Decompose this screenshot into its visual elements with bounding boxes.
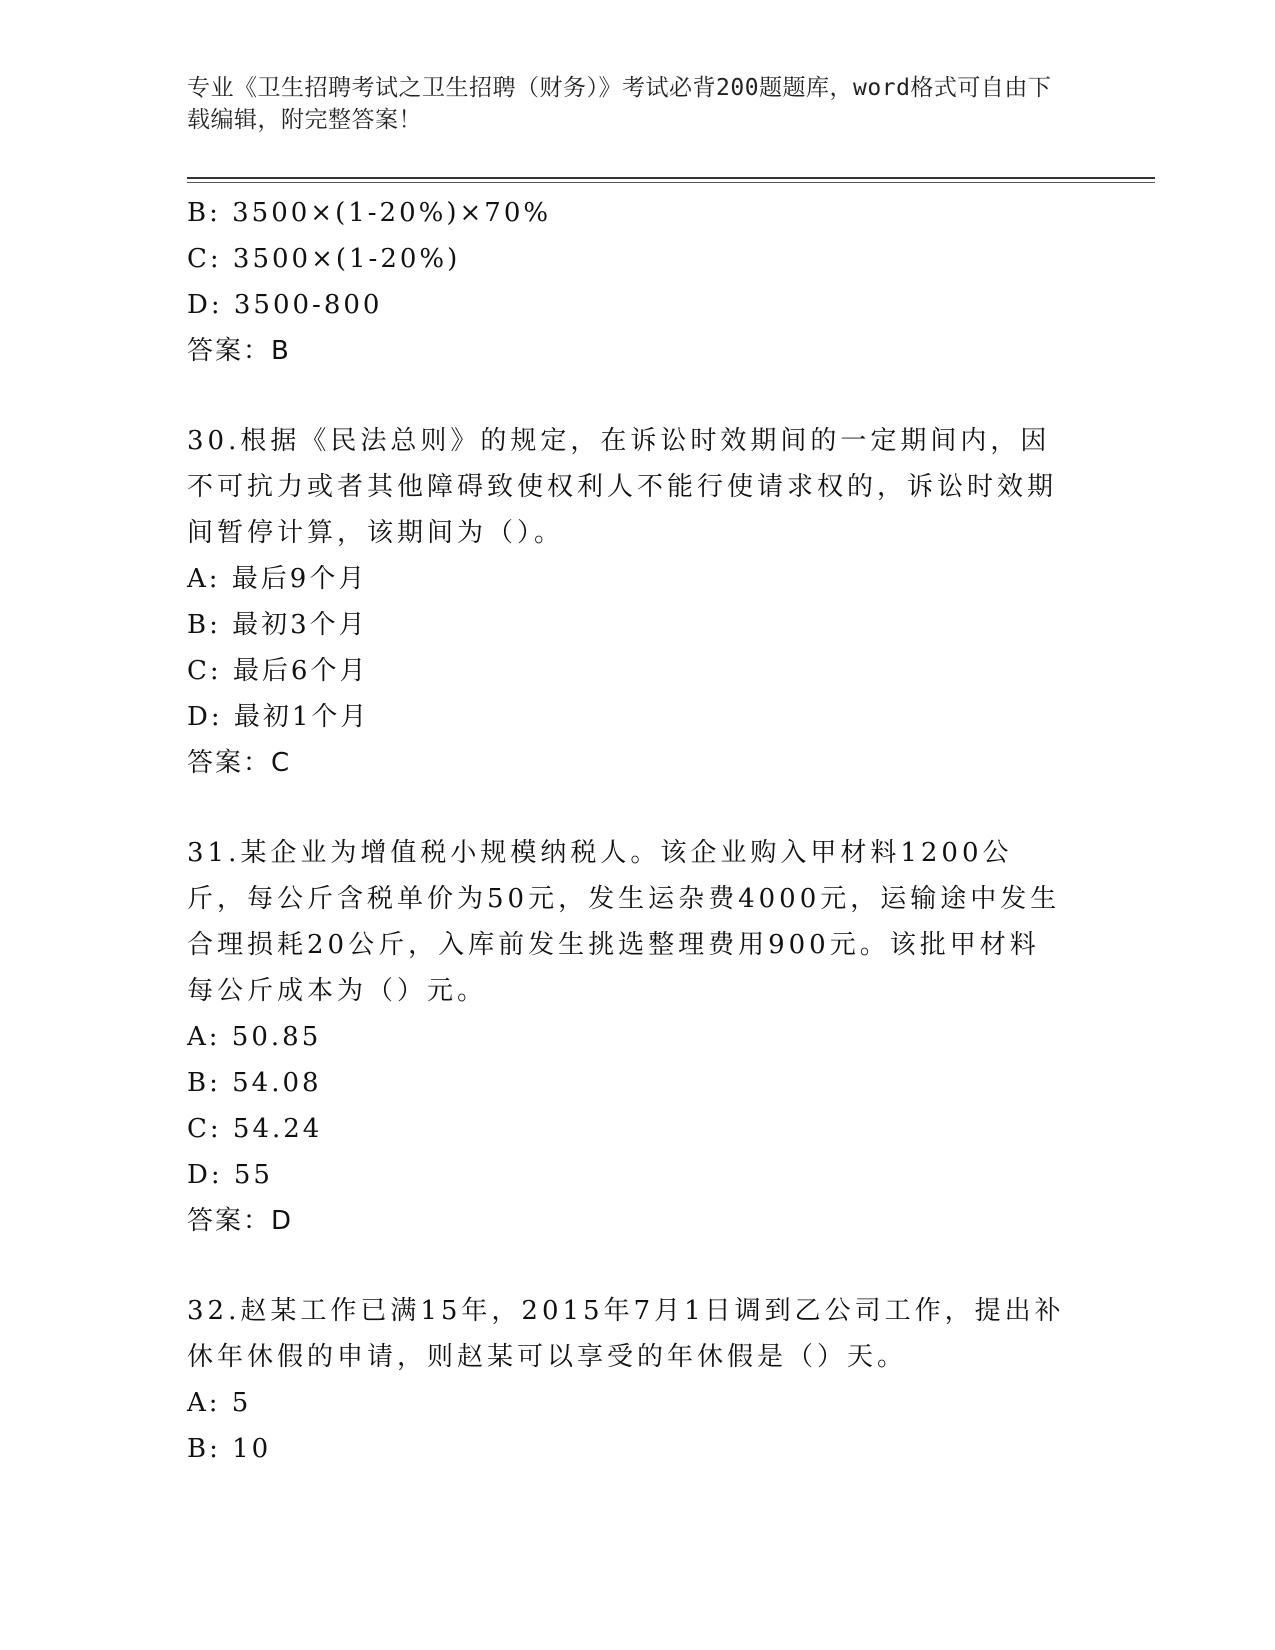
option-b: B: 3500×(1-20%)×70%: [187, 198, 552, 228]
option-c: C: 最后6个月: [187, 656, 369, 686]
question-31: [187, 830, 1087, 1244]
page-header: 专业《卫生招聘考试之卫生招聘（财务）》考试必背200题题库，word格式可自由下载编辑，附完整答案！: [187, 75, 1052, 133]
option-d: D: 最初1个月: [187, 702, 370, 732]
question-32: [187, 1288, 1087, 1472]
option-d: D: 3500-800: [187, 290, 383, 320]
option-a: A: 50.85: [187, 1022, 322, 1052]
answer-line: 答案：C: [187, 748, 292, 778]
option-b: B: 最初3个月: [187, 610, 368, 640]
question-29-tail: [187, 190, 1087, 374]
option-c: C: 3500×(1-20%): [187, 244, 461, 274]
question-stem: 30.根据《民法总则》的规定，在诉讼时效期间的一定期间内，因不可抗力或者其他障碍致使权利人不能行使请求权的，诉讼时效期间暂停计算，该期间为（）。: [187, 426, 1058, 548]
option-a: A: 5: [187, 1388, 252, 1418]
header-divider-thin: [187, 182, 1155, 183]
question-30: [187, 418, 1087, 786]
answer-line: 答案：D: [187, 1206, 294, 1236]
option-b: B: 10: [187, 1434, 272, 1464]
spacer: [187, 786, 1087, 830]
header-divider-thick: [187, 177, 1155, 179]
option-b: B: 54.08: [187, 1068, 322, 1098]
question-content: [187, 190, 1087, 1472]
spacer: [187, 374, 1087, 418]
option-c: C: 54.24: [187, 1114, 323, 1144]
option-d: D: 55: [187, 1160, 273, 1190]
question-stem: 31.某企业为增值税小规模纳税人。该企业购入甲材料1200公斤，每公斤含税单价为50元，发生运杂费4000元，运输途中发生合理损耗20公斤，入库前发生挑选整理费用900元。该批甲材料每公斤成本为（）元。: [187, 838, 1061, 1006]
question-stem: 32.赵某工作已满15年，2015年7月1日调到乙公司工作，提出补休年休假的申请，则赵某可以享受的年休假是（）天。: [187, 1296, 1065, 1372]
answer-line: 答案：B: [187, 336, 291, 366]
option-a: A: 最后9个月: [187, 564, 368, 594]
spacer: [187, 1244, 1087, 1288]
